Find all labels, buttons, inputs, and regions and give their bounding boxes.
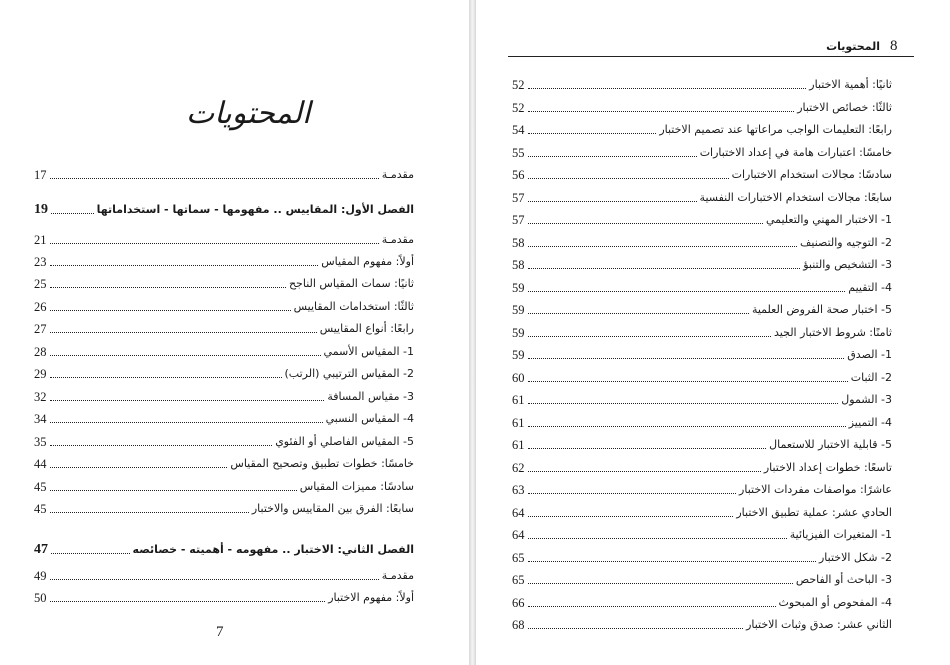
toc-entry-title: 4- التمييز xyxy=(848,416,892,429)
toc-entry xyxy=(34,250,414,270)
toc-page-number: 58 xyxy=(512,258,525,272)
dot-leader xyxy=(528,178,729,179)
toc-entry-title: سابعًا: مجالات استخدام الاختبارات النفسية xyxy=(699,191,892,204)
toc-entry-title: ثانيًا: أهمية الاختبار xyxy=(809,78,892,91)
toc-entry-title: 2- التوجيه والتصنيف xyxy=(800,236,892,249)
toc-entry xyxy=(512,253,892,273)
toc-entry xyxy=(512,388,892,408)
toc-page-number: 61 xyxy=(512,438,525,452)
dot-leader xyxy=(50,579,379,580)
toc-entry xyxy=(512,523,892,543)
dot-leader xyxy=(528,336,772,337)
toc-entry xyxy=(512,163,892,183)
toc-page-number: 28 xyxy=(34,345,47,359)
toc-entry-title: 3- مقياس المسافة xyxy=(327,390,414,403)
toc-entry xyxy=(34,228,414,248)
toc-page-number: 45 xyxy=(34,480,47,494)
toc-page-number: 68 xyxy=(512,618,525,632)
toc-page-number: 23 xyxy=(34,255,47,269)
toc-entry xyxy=(512,433,892,453)
toc-entry-title: 2- الثبات xyxy=(850,371,892,384)
toc-entry xyxy=(34,586,414,606)
toc-entry xyxy=(512,366,892,386)
dot-leader xyxy=(528,201,697,202)
dot-leader xyxy=(528,403,839,404)
toc-entry-title: 5- اختبار صحة الفروض العلمية xyxy=(751,303,892,316)
dot-leader xyxy=(528,583,793,584)
toc-entry xyxy=(34,497,414,517)
toc-entry xyxy=(512,613,892,633)
toc-entry-title: 3- التشخيص والتنبؤ xyxy=(803,258,892,271)
toc-page-number: 26 xyxy=(34,300,47,314)
dot-leader xyxy=(528,426,846,427)
toc-entry-title: الفصل الثاني: الاختبار .. مفهومه - أهميته - خصائصه xyxy=(132,543,414,556)
toc-entry-title: مقدمـة xyxy=(381,168,414,181)
toc-page-number: 59 xyxy=(512,348,525,362)
toc-entry xyxy=(512,208,892,228)
dot-leader xyxy=(50,355,321,356)
toc-entry-title: رابعًا: أنواع المقاييس xyxy=(319,322,414,335)
dot-leader xyxy=(528,88,807,89)
toc-page-number: 60 xyxy=(512,371,525,385)
toc-entry-title: 1- المقياس الأسمي xyxy=(323,345,414,358)
toc-page-number: 45 xyxy=(34,502,47,516)
toc-page-number: 35 xyxy=(34,435,47,449)
toc-entry-title: خامسًا: اعتبارات هامة في إعداد الاختبارات xyxy=(699,146,892,159)
toc-entry xyxy=(512,546,892,566)
toc-page-number: 64 xyxy=(512,506,525,520)
toc-entry-title: ثامنًا: شروط الاختبار الجيد xyxy=(774,326,892,339)
toc-page-number: 32 xyxy=(34,390,47,404)
page-number-left: 7 xyxy=(216,624,224,640)
toc-page-number: 49 xyxy=(34,569,47,583)
toc-entry xyxy=(512,73,892,93)
toc-page-number: 54 xyxy=(512,123,525,137)
toc-entry-title: 2- المقياس الترتيبي (الرتب) xyxy=(284,367,414,380)
toc-entry-title: 3- الشمول xyxy=(841,393,892,406)
dot-leader xyxy=(528,538,787,539)
dot-leader xyxy=(528,156,697,157)
dot-leader xyxy=(528,133,657,134)
toc-page-number: 56 xyxy=(512,168,525,182)
dot-leader xyxy=(528,358,845,359)
toc-entry xyxy=(34,340,414,360)
toc-page-number: 50 xyxy=(34,591,47,605)
toc-entry-title: خامسًا: خطوات تطبيق وتصحيح المقياس xyxy=(230,457,414,470)
dot-leader xyxy=(50,287,286,288)
toc-entry xyxy=(512,411,892,431)
dot-leader xyxy=(50,490,297,491)
toc-entry xyxy=(34,475,414,495)
toc-entry xyxy=(34,564,414,584)
dot-leader xyxy=(50,512,249,513)
dot-leader xyxy=(50,265,319,266)
toc-entry xyxy=(512,478,892,498)
dot-leader xyxy=(528,448,767,449)
toc-entry-title: 5- قابلية الاختبار للاستعمال xyxy=(769,438,892,451)
toc-page-number: 52 xyxy=(512,78,525,92)
toc-entry xyxy=(512,186,892,206)
dot-leader xyxy=(528,223,763,224)
toc-entry xyxy=(512,568,892,588)
toc-entry-title: تاسعًا: خطوات إعداد الاختبار xyxy=(763,461,892,474)
toc-entry-title: الحادي عشر: عملية تطبيق الاختبار xyxy=(736,506,892,519)
toc-page-number: 58 xyxy=(512,236,525,250)
toc-entry-title: سادسًا: مجالات استخدام الاختبارات xyxy=(731,168,892,181)
dot-leader xyxy=(528,516,734,517)
toc-page-number: 25 xyxy=(34,277,47,291)
toc-entry-title: مقدمـة xyxy=(381,233,414,246)
toc-entry xyxy=(512,298,892,318)
toc-page-number: 21 xyxy=(34,233,47,247)
toc-entry xyxy=(34,163,414,183)
toc-entry xyxy=(34,407,414,427)
dot-leader xyxy=(528,111,795,112)
toc-entry-title: الفصل الأول: المقاييس .. مفهومها - سماتها - استخداماتها xyxy=(96,203,414,216)
dot-leader xyxy=(528,381,848,382)
toc-page-number: 44 xyxy=(34,457,47,471)
toc-entry xyxy=(34,272,414,292)
dot-leader xyxy=(50,310,291,311)
toc-page-number: 59 xyxy=(512,281,525,295)
dot-leader xyxy=(528,493,737,494)
right-page xyxy=(476,0,950,665)
dot-leader xyxy=(50,422,323,423)
page-number-right: 8 xyxy=(890,38,898,54)
toc-entry xyxy=(512,321,892,341)
dot-leader xyxy=(528,628,744,629)
dot-leader xyxy=(50,445,273,446)
toc-page-number: 57 xyxy=(512,191,525,205)
toc-entry-title: 1- الصدق xyxy=(847,348,892,361)
toc-entry-title: 4- التقييم xyxy=(848,281,892,294)
toc-entry-title: سابعًا: الفرق بين المقاييس والاختبار xyxy=(251,502,414,515)
toc-entry-title: 4- المقياس النسبي xyxy=(325,412,414,425)
toc-entry xyxy=(512,343,892,363)
dot-leader xyxy=(528,313,749,314)
toc-entry xyxy=(512,456,892,476)
toc-entry xyxy=(34,317,414,337)
toc-entry xyxy=(34,385,414,405)
toc-entry-title: رابعًا: التعليمات الواجب مراعاتها عند تصميم الاختبار xyxy=(659,123,892,136)
toc-page-number: 47 xyxy=(34,542,48,557)
toc-page-number: 29 xyxy=(34,367,47,381)
dot-leader xyxy=(51,553,130,554)
toc-entry-title: 1- المتغيرات الفيزيائية xyxy=(789,528,892,541)
toc-page-number: 63 xyxy=(512,483,525,497)
dot-leader xyxy=(528,606,776,607)
toc-page-number: 62 xyxy=(512,461,525,475)
dot-leader xyxy=(50,377,282,378)
toc-page-number: 27 xyxy=(34,322,47,336)
toc-entry-title: 5- المقياس الفاصلي أو الفئوي xyxy=(275,435,414,448)
toc-entry-title: أولاً: مفهوم المقياس xyxy=(321,255,414,268)
dot-leader xyxy=(50,601,326,602)
toc-entry-title: أولاً: مفهوم الاختبار xyxy=(328,591,414,604)
toc-entry xyxy=(512,118,892,138)
dot-leader xyxy=(51,213,94,214)
toc-entry-title: 1- الاختبار المهني والتعليمي xyxy=(765,213,892,226)
dot-leader xyxy=(50,467,228,468)
dot-leader xyxy=(528,268,801,269)
toc-entry xyxy=(34,452,414,472)
toc-entry xyxy=(512,231,892,251)
toc-entry xyxy=(34,362,414,382)
toc-title: المحتويات xyxy=(186,96,311,131)
toc-page-number: 59 xyxy=(512,326,525,340)
toc-page-number: 55 xyxy=(512,146,525,160)
toc-page-number: 64 xyxy=(512,528,525,542)
running-header-title: المحتويات xyxy=(826,40,880,53)
toc-page-number: 61 xyxy=(512,416,525,430)
toc-entry-title: 4- المفحوص أو المبحوث xyxy=(778,596,892,609)
toc-entry xyxy=(512,141,892,161)
toc-entry-title: 3- الباحث أو الفاحص xyxy=(795,573,892,586)
toc-entry-title: الثاني عشر: صدق وثبات الاختبار xyxy=(746,618,892,631)
dot-leader xyxy=(50,178,379,179)
dot-leader xyxy=(50,332,317,333)
chapter-entry xyxy=(34,538,414,558)
toc-page-number: 65 xyxy=(512,551,525,565)
toc-entry-title: سادسًا: مميزات المقياس xyxy=(299,480,414,493)
toc-entry-title: عاشرًا: مواصفات مفردات الاختبار xyxy=(739,483,892,496)
toc-page-number: 65 xyxy=(512,573,525,587)
toc-entry xyxy=(512,501,892,521)
toc-page-number: 19 xyxy=(34,202,48,217)
toc-entry xyxy=(512,591,892,611)
chapter-entry xyxy=(34,198,414,218)
dot-leader xyxy=(528,471,761,472)
header-rule xyxy=(508,56,914,57)
toc-entry-title: 2- شكل الاختبار xyxy=(818,551,892,564)
toc-page-number: 52 xyxy=(512,101,525,115)
toc-page-number: 34 xyxy=(34,412,47,426)
toc-page-number: 17 xyxy=(34,168,47,182)
toc-page-number: 61 xyxy=(512,393,525,407)
toc-entry xyxy=(34,430,414,450)
toc-entry-title: ثالثًا: استخدامات المقاييس xyxy=(293,300,414,313)
toc-entry xyxy=(34,295,414,315)
dot-leader xyxy=(528,291,846,292)
toc-entry xyxy=(512,96,892,116)
dot-leader xyxy=(528,561,816,562)
toc-entry-title: ثالثًا: خصائص الاختبار xyxy=(797,101,892,114)
toc-entry xyxy=(512,276,892,296)
toc-page-number: 59 xyxy=(512,303,525,317)
toc-page-number: 66 xyxy=(512,596,525,610)
dot-leader xyxy=(528,246,798,247)
toc-page-number: 57 xyxy=(512,213,525,227)
dot-leader xyxy=(50,400,325,401)
toc-entry-title: مقدمـة xyxy=(381,569,414,582)
toc-entry-title: ثانيًا: سمات المقياس الناجح xyxy=(288,277,414,290)
dot-leader xyxy=(50,243,379,244)
left-page xyxy=(0,0,470,665)
